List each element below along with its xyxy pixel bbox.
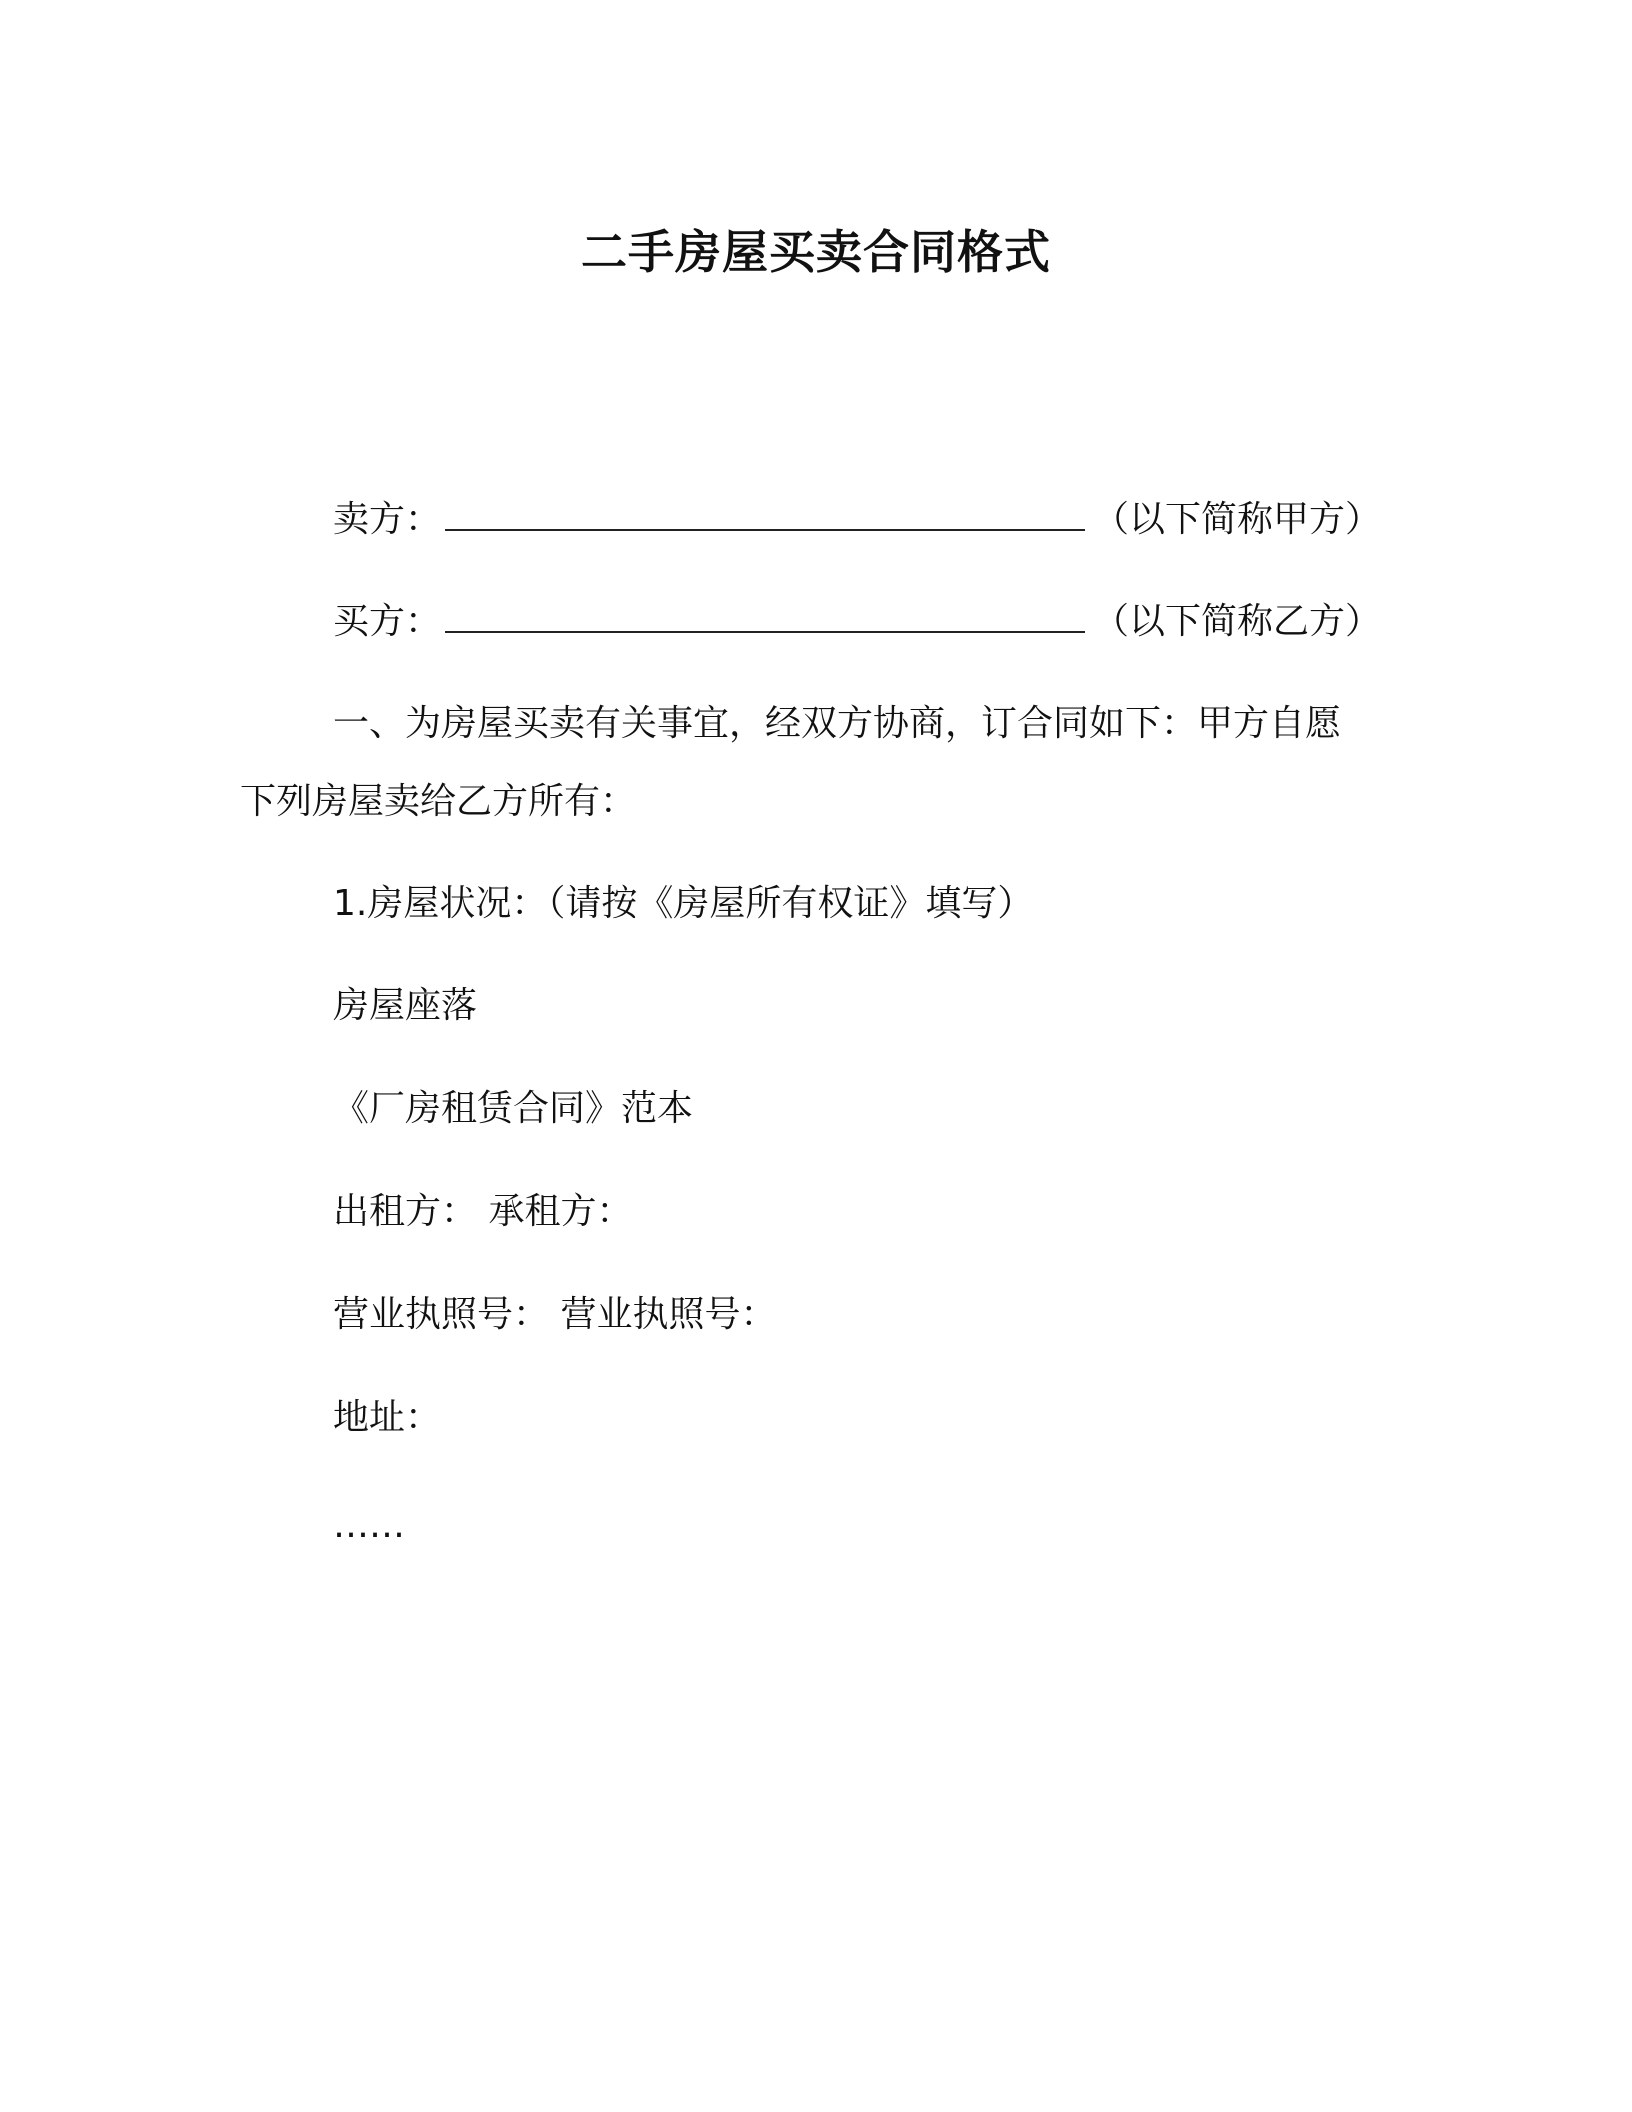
seller-label: 卖方： <box>333 499 442 540</box>
seller-suffix: （以下简称甲方） <box>1093 499 1382 540</box>
business-license-line: 营业执照号： 营业执照号： <box>333 1294 777 1335</box>
house-location: 房屋座落 <box>333 985 478 1026</box>
document-title: 二手房屋买卖合同格式 <box>581 225 1051 279</box>
clause-1: 一、为房屋买卖有关事宜，经双方协商，订合同如下：甲方自愿下列房屋卖给乙方所有： <box>240 703 1342 822</box>
sample-contract-title: 《厂房租赁合同》范本 <box>333 1088 694 1129</box>
buyer-blank <box>445 601 1085 633</box>
address-line: 地址： <box>333 1397 442 1438</box>
seller-blank <box>445 499 1085 531</box>
buyer-label: 买方： <box>333 601 442 642</box>
buyer-line <box>333 598 1381 646</box>
seller-line <box>333 496 1381 544</box>
ellipsis: …… <box>333 1505 405 1546</box>
buyer-suffix: （以下简称乙方） <box>1093 601 1382 642</box>
item-1-house-status: 1.房屋状况：（请按《房屋所有权证》填写） <box>333 883 1034 924</box>
lessor-lessee-line: 出租方： 承租方： <box>333 1191 633 1232</box>
